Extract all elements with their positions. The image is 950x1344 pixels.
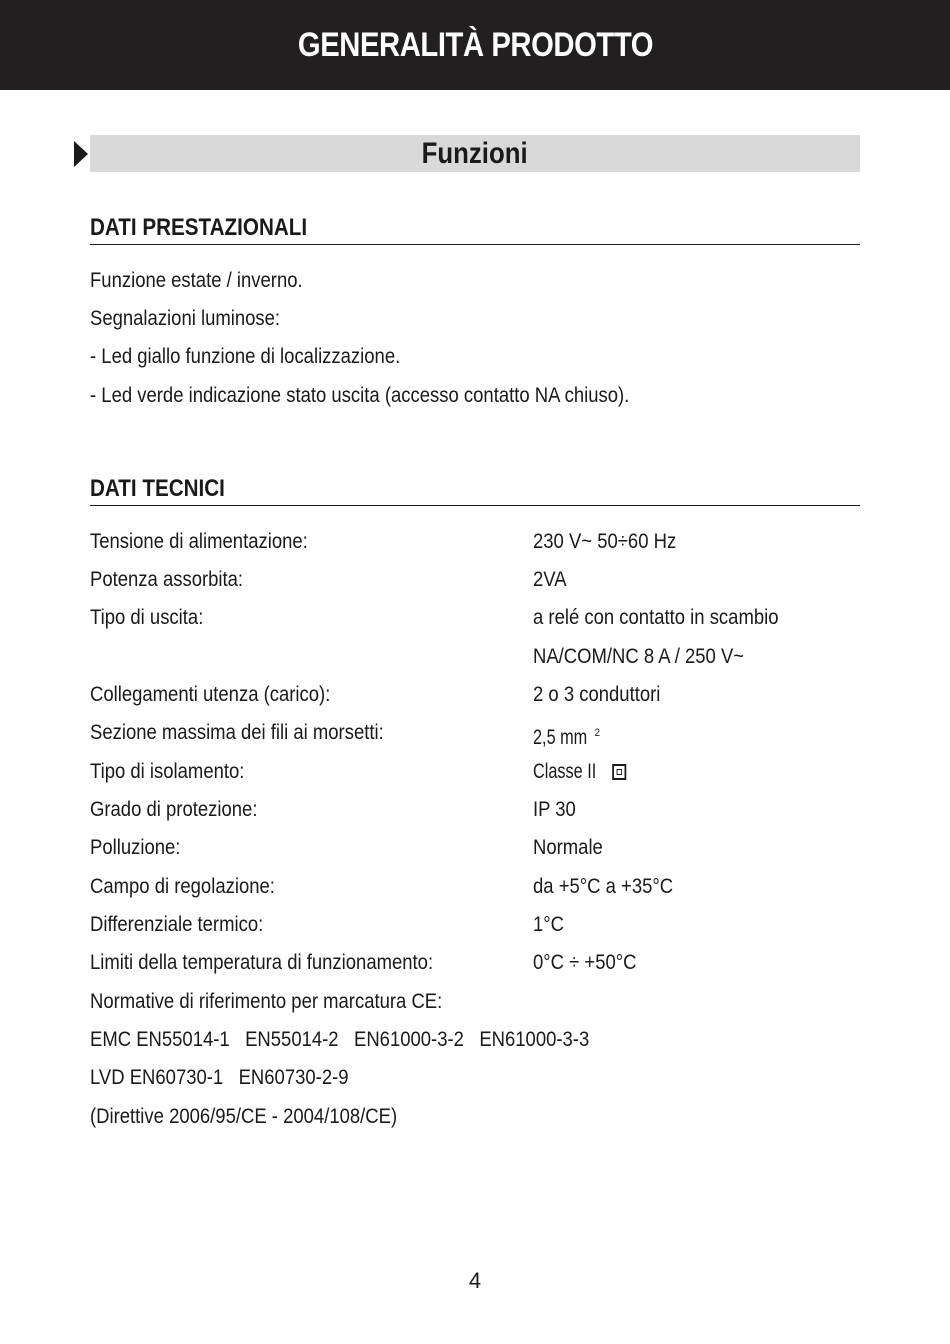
spec-row [90, 759, 860, 785]
spec-label: Tensione di alimentazione: [90, 530, 308, 553]
spec-row [90, 567, 860, 593]
spec-label: Grado di protezione: [90, 798, 258, 821]
spec-value: 2 o 3 conduttori [533, 683, 661, 706]
spec-value: 2VA [533, 568, 567, 591]
section-title: Funzioni [421, 136, 529, 170]
spec-row [90, 874, 860, 900]
spec-label: Tipo di uscita: [90, 606, 204, 629]
technical-heading-text: DATI TECNICI [90, 475, 225, 502]
double-insulation-icon [612, 764, 626, 780]
performance-line: Segnalazioni luminose: [90, 307, 281, 330]
performance-line: Funzione estate / inverno. [90, 269, 303, 292]
spec-row [90, 835, 860, 861]
spec-value: Normale [533, 836, 603, 859]
performance-heading [90, 214, 860, 245]
spec-label: Limiti della temperatura di funzionamento: [90, 951, 434, 974]
spec-value: Classe II [533, 759, 639, 785]
spec-label: Polluzione: [90, 836, 181, 859]
spec-row [90, 720, 860, 749]
triangle-right-icon [74, 141, 88, 167]
spec-value: IP 30 [533, 798, 576, 821]
spec-value: da +5°C a +35°C [533, 875, 674, 898]
spec-row [90, 950, 860, 976]
standards-line: LVD EN60730-1 EN60730-2-9 [90, 1066, 349, 1089]
header-banner [0, 0, 950, 90]
performance-line: - Led verde indicazione stato uscita (accesso contatto NA chiuso). [90, 384, 630, 407]
spec-row [90, 797, 860, 823]
performance-line: - Led giallo funzione di localizzazione. [90, 345, 401, 368]
spec-value: NA/COM/NC 8 A / 250 V~ [533, 645, 745, 668]
spec-label: Differenziale termico: [90, 913, 264, 936]
spec-label: Campo di regolazione: [90, 875, 275, 898]
spec-value: 2,5 mm $^2$ [533, 726, 601, 749]
technical-heading [90, 475, 860, 506]
spec-row [90, 682, 860, 708]
standards-line: (Direttive 2006/95/CE - 2004/108/CE) [90, 1105, 398, 1128]
spec-row [90, 912, 860, 938]
standards-line: EMC EN55014-1 EN55014-2 EN61000-3-2 EN61000-3-3 [90, 1028, 590, 1051]
spec-value: a relé con contatto in scambio [533, 606, 779, 629]
page-title: GENERALITÀ PRODOTTO [297, 25, 653, 64]
page-number: 4 [468, 1268, 482, 1293]
spec-label: Tipo di isolamento: [90, 760, 245, 783]
spec-row [90, 605, 860, 631]
section-title-bar [90, 135, 860, 172]
spec-row [90, 529, 860, 555]
standards-line: Normative di riferimento per marcatura CE: [90, 990, 443, 1013]
spec-label: Potenza assorbita: [90, 568, 244, 591]
spec-value: 230 V~ 50÷60 Hz [533, 530, 677, 553]
spec-row [90, 644, 860, 670]
performance-heading-text: DATI PRESTAZIONALI [90, 214, 308, 241]
spec-label: Sezione massima dei fili ai morsetti: [90, 721, 384, 744]
spec-value: 1°C [533, 913, 565, 936]
spec-value: 0°C ÷ +50°C [533, 951, 637, 974]
spec-label: Collegamenti utenza (carico): [90, 683, 331, 706]
